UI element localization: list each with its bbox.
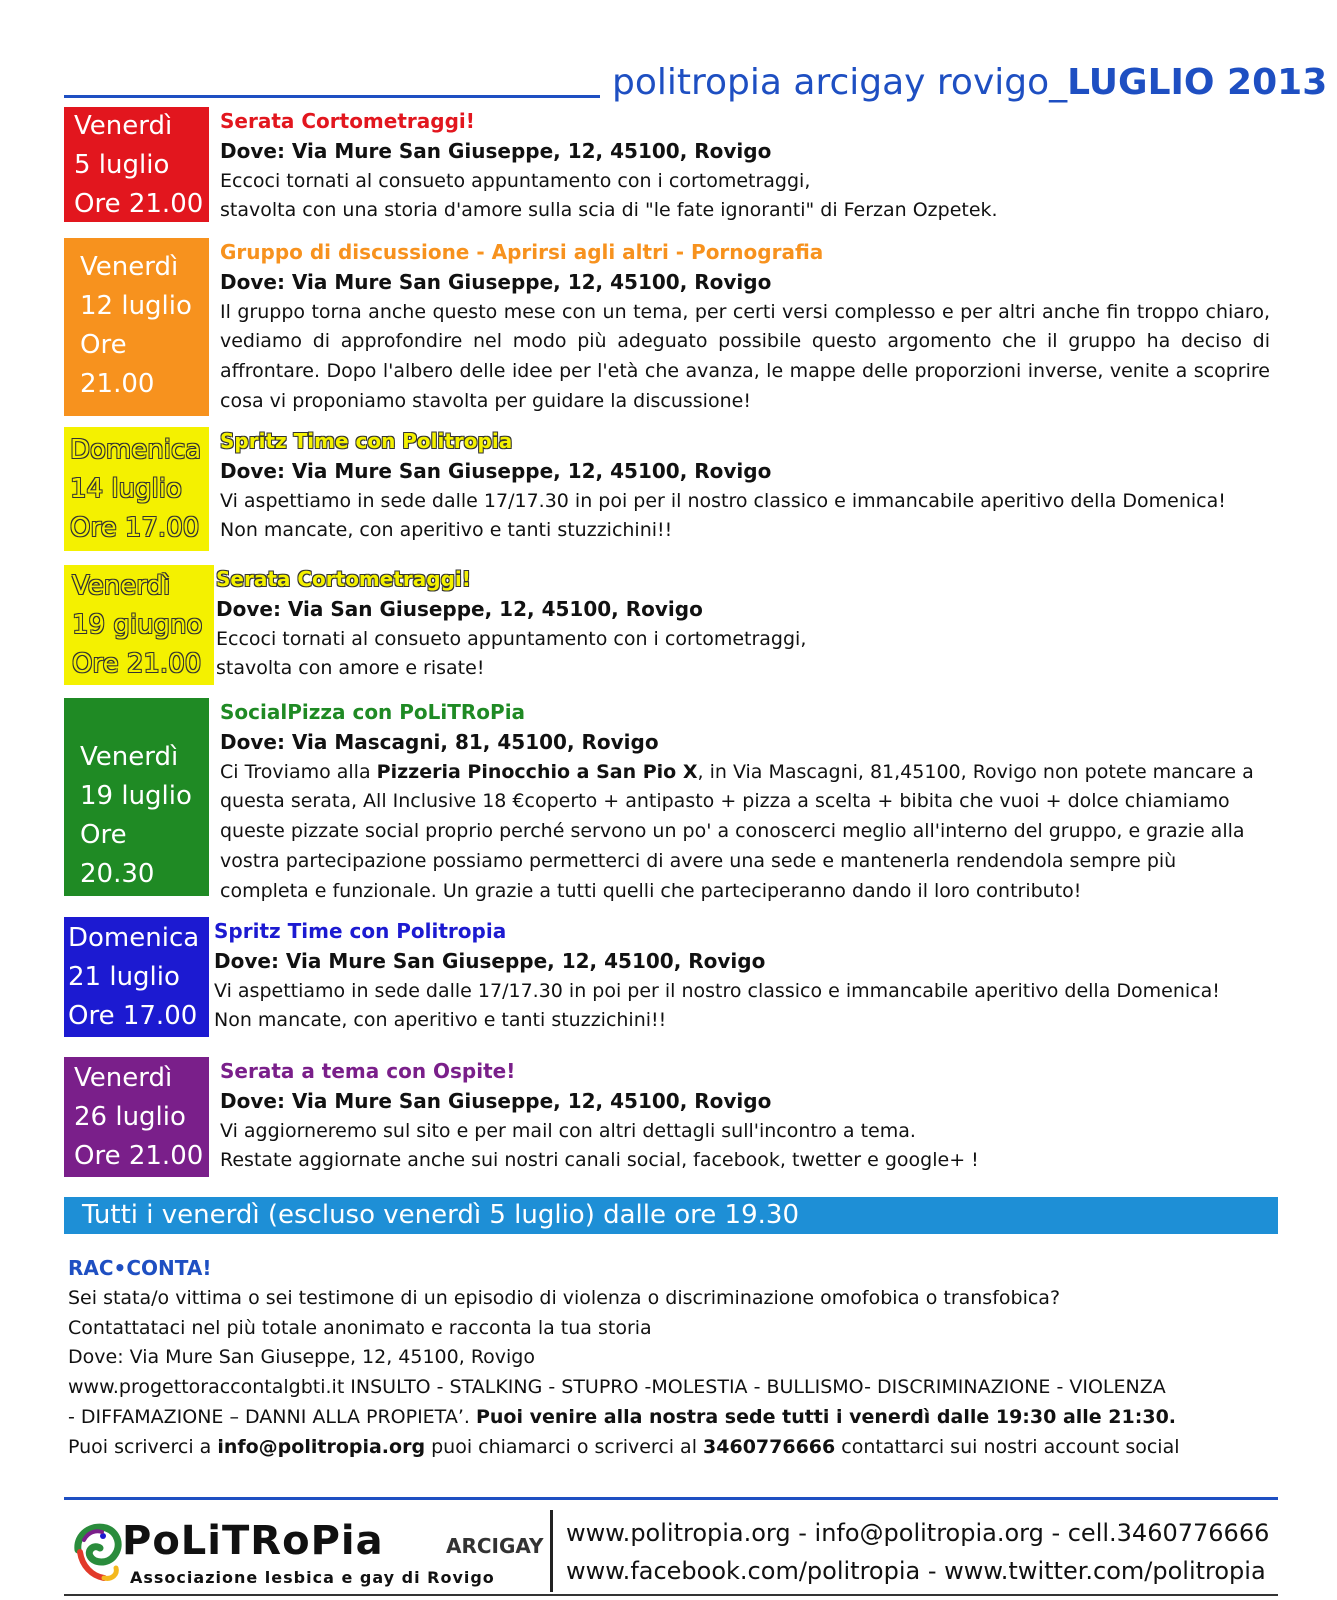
event-date-box: [64, 107, 209, 222]
logo-arcigay: ARCIGAY: [446, 1534, 544, 1558]
racconta-email-link[interactable]: info@politropia.org: [217, 1435, 426, 1458]
event-description: [220, 758, 1270, 907]
event-date-box: [64, 698, 209, 896]
footer-social-line[interactable]: www.facebook.com/politropia - www.twitter.com/politropia: [566, 1557, 1266, 1585]
event-date-box: [64, 565, 214, 685]
event-time: Ore 21.00: [74, 1141, 204, 1171]
event-date: 5 luglio: [74, 150, 170, 180]
event-date: 21 luglio: [68, 962, 180, 992]
racconta-text: Contattataci nel più totale anonimato e racconta la tua storia: [68, 1316, 652, 1339]
racconta-text: [68, 1403, 1288, 1433]
event-description: stavolta con amore e risate!: [216, 657, 485, 680]
event-time-label: Ore: [80, 330, 127, 360]
event-day: Venerdì: [74, 1063, 173, 1093]
footer-divider-top: [64, 1497, 1278, 1500]
event-content: [220, 107, 1270, 226]
event-date: 26 luglio: [74, 1102, 186, 1132]
event-day: Venerdì: [80, 252, 179, 282]
event-day: Venerdì: [72, 571, 171, 601]
event-date: 14 luglio: [70, 474, 182, 504]
racconta-phone: 3460776666: [703, 1435, 836, 1458]
weekly-banner: Tutti i venerdì (escluso venerdì 5 luglio) dalle ore 19.30: [64, 1197, 1278, 1234]
page-title: [612, 62, 1327, 103]
event-description-rest: , in Via Mascagni, 81,45100, Rovigo non potete mancare a questa serata, All Inclusive 18 €coperto + antipasto + pizza a scelta + bibita che vuoi + dolce chiamiamo queste pizzate social proprio perché servono un po' a conoscerci meglio all'interno del gruppo, e grazie alla vostra partecipazione possiamo permetterci di avere una sede e mantenerla rendendola sempre più completa e funzionale. Un grazie a tutti quelli che parteciperanno dando il loro contributo!: [220, 760, 1254, 902]
event-time: Ore 17.00: [68, 1001, 198, 1031]
racconta-text: www.progettoraccontalgbti.it INSULTO - STALKING - STUPRO -MOLESTIA - BULLISMO- DISCRIMINAZIONE - VIOLENZA: [68, 1376, 1166, 1399]
event-date: 12 luglio: [80, 291, 192, 321]
footer-contacts-line[interactable]: www.politropia.org - info@politropia.org - cell.3460776666: [566, 1519, 1270, 1547]
footer-vertical-divider: [550, 1510, 553, 1592]
event-description: Non mancate, con aperitivo e tanti stuzzichini!!: [214, 1009, 667, 1032]
page-title-month: LUGLIO 2013: [1067, 62, 1328, 103]
event-date: 19 luglio: [80, 781, 192, 811]
event-date-box: [64, 1057, 209, 1177]
event-title: SocialPizza con PoLiTRoPia: [220, 700, 526, 724]
event-title: Spritz Time con Politropia: [220, 429, 513, 453]
event-description: Il gruppo torna anche questo mese con un tema, per certi versi complesso e per altri anche fin troppo chiaro, vediamo di approfondire nel modo più adeguato possibile questo argomento che il gruppo ha deciso di affrontare. Dopo l'albero delle idee per l'età che avanza, le mappe delle proporzioni inverse, venite a scoprire cosa vi proponiamo stavolta per guidare la discussione!: [220, 300, 1270, 412]
event-content: [214, 917, 1264, 1036]
event-title: Serata a tema con Ospite!: [220, 1059, 516, 1083]
racconta-section: [68, 1254, 1288, 1463]
event-content: [220, 698, 1270, 907]
logo-tagline: Associazione lesbica e gay di Rovigo: [130, 1568, 495, 1587]
event-day: Domenica: [68, 923, 200, 953]
event-time-label: Ore: [80, 820, 127, 850]
event-address: Dove: Via Mure San Giuseppe, 12, 45100, Rovigo: [220, 138, 772, 163]
footer-links: [566, 1514, 1269, 1590]
event-title: Gruppo di discussione - Aprirsi agli altri - Pornografia: [220, 240, 824, 264]
event-time: Ore 21.00: [74, 189, 204, 219]
event-time: Ore 17.00: [70, 513, 200, 543]
racconta-text: Sei stata/o vittima o sei testimone di un episodio di violenza o discriminazione omofobica o transfobica?: [68, 1286, 1061, 1309]
event-address: Dove: Via Mascagni, 81, 45100, Rovigo: [220, 729, 659, 754]
event-date-box: [64, 238, 209, 416]
event-address: Dove: Via Mure San Giuseppe, 12, 45100, Rovigo: [220, 1088, 772, 1113]
racconta-contact-c: contattarci sui nostri account social: [835, 1435, 1180, 1458]
event-description: Vi aspettiamo in sede dalle 17/17.30 in poi per il nostro classico e immancabile aperitivo della Domenica!: [220, 489, 1226, 512]
racconta-title: RAC•CONTA!: [68, 1256, 212, 1280]
racconta-contact-b: puoi chiamarci o scriverci al: [425, 1435, 704, 1458]
event-date-box: [64, 917, 209, 1037]
event-address: Dove: Via Mure San Giuseppe, 12, 45100, Rovigo: [220, 269, 772, 294]
event-address: Dove: Via Mure San Giuseppe, 12, 45100, Rovigo: [214, 948, 766, 973]
event-title: Spritz Time con Politropia: [214, 919, 507, 943]
event-address: Dove: Via San Giuseppe, 12, 45100, Rovigo: [216, 596, 703, 621]
event-address: Dove: Via Mure San Giuseppe, 12, 45100, Rovigo: [220, 458, 772, 483]
event-description: Non mancate, con aperitivo e tanti stuzzichini!!: [220, 519, 673, 542]
racconta-address: Dove: Via Mure San Giuseppe, 12, 45100, Rovigo: [68, 1346, 535, 1369]
event-day: Venerdì: [80, 742, 179, 772]
event-time: Ore 21.00: [72, 649, 202, 679]
event-title: Serata Cortometraggi!: [220, 109, 475, 133]
event-content: [220, 238, 1270, 417]
page-title-prefix: politropia arcigay rovigo_: [612, 62, 1068, 103]
event-day: Venerdì: [74, 111, 173, 141]
event-description: Restate aggiornate anche sui nostri canali social, facebook, twetter e google+ !: [220, 1149, 979, 1172]
event-description: stavolta con una storia d'amore sulla scia di "le fate ignoranti" di Ferzan Ozpetek.: [220, 199, 998, 222]
event-title: Serata Cortometraggi!: [216, 567, 471, 591]
politropia-logo: [70, 1516, 544, 1592]
event-time: 21.00: [80, 369, 155, 399]
event-description: Vi aspettiamo in sede dalle 17/17.30 in poi per il nostro classico e immancabile aperitivo della Domenica!: [214, 979, 1220, 1002]
event-date-box: [64, 427, 209, 551]
footer-divider-bottom: [64, 1594, 1278, 1596]
racconta-hours: Puoi venire alla nostra sede tutti i venerdì dalle 19:30 alle 21:30.: [475, 1405, 1177, 1428]
event-content: [220, 427, 1270, 546]
event-description: Eccoci tornati al consueto appuntamento con i cortometraggi,: [220, 169, 811, 192]
event-description: Eccoci tornati al consueto appuntamento con i cortometraggi,: [216, 627, 807, 650]
logo-wordmark: PoLiTRoPia: [122, 1518, 384, 1564]
event-description-intro: Ci Troviamo alla: [220, 760, 377, 783]
header-line: [64, 95, 600, 98]
event-day: Domenica: [70, 435, 202, 465]
event-date: 19 giugno: [72, 610, 203, 640]
event-content: [220, 1057, 1270, 1176]
racconta-contact-a: Puoi scriverci a: [68, 1435, 218, 1458]
racconta-text-plain: - DIFFAMAZIONE – DANNI ALLA PROPIETA’.: [68, 1405, 476, 1428]
racconta-contact: [68, 1433, 1288, 1463]
chameleon-icon: [70, 1520, 126, 1590]
event-time: 20.30: [80, 859, 155, 889]
event-venue: Pizzeria Pinocchio a San Pio X: [376, 760, 698, 783]
event-description: Vi aggiorneremo sul sito e per mail con altri dettagli sull'incontro a tema.: [220, 1119, 916, 1142]
event-content: [216, 565, 1266, 684]
